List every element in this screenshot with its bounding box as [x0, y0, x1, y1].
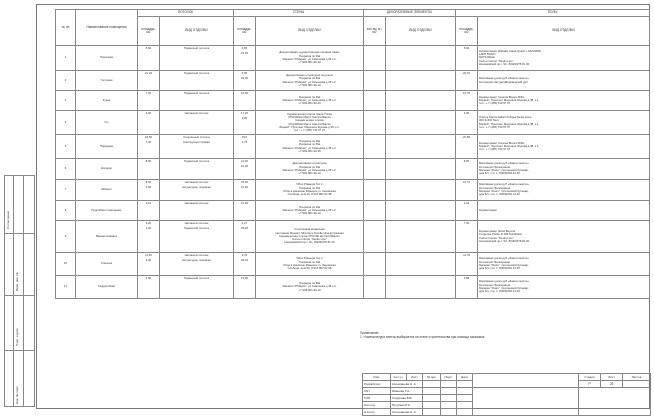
sheet-header: Лист	[601, 374, 623, 381]
ceiling-finish	[160, 276, 234, 299]
wall-area-line: 17,20	[241, 111, 249, 115]
ceiling-area-line: 2,00	[145, 258, 152, 263]
floor-finish-line: Коллекция Премиумная	[479, 259, 511, 264]
wall-finish-line: Обои в магазине Ривьера ул. Ленинская	[283, 189, 336, 193]
rev-header-count: Кол.уч.	[391, 374, 407, 381]
ceiling-finish	[160, 201, 234, 221]
table-row	[56, 180, 650, 201]
wall-finish-line: Покраска по Ral	[299, 259, 320, 264]
ceiling-finish-line: Подвесной потолок	[183, 71, 210, 75]
floor-finish-line: тел.: + 7 (495) 730 97 07	[479, 101, 511, 106]
sheets-header: Листов	[623, 374, 651, 381]
wall-finish-line: Покраска по Ral	[299, 281, 320, 286]
ceiling-area	[138, 276, 160, 299]
ceiling-area-line: 3,00	[145, 111, 152, 115]
floor-finish	[478, 111, 650, 135]
wall-finish-line: Керамическая плитка 376x300 мм Nord Bianco	[279, 233, 340, 238]
wall-finish-line: Керамическая плитка Santa Trinita	[287, 111, 332, 116]
floor-finish-line: 300-3x300 Nero	[479, 118, 500, 123]
ceiling-area	[138, 71, 160, 91]
table-row	[56, 221, 650, 253]
wall-finish-line: Покраска по Ral	[299, 204, 320, 209]
floor-finish	[478, 276, 650, 299]
wall-area	[234, 276, 256, 299]
wall-finish-line: Магазин "Р.Марка", ул.Семенова д.35 к.2,	[282, 57, 337, 61]
header-floor-finish: ВИД ОТДЕЛКИ	[478, 17, 650, 46]
floor-finish-line: Массивная доска дуб «Знатно масло»	[479, 76, 529, 81]
decor-finish	[386, 180, 456, 201]
floor-finish-line: Керамогранит Ikarid Beyond	[479, 228, 516, 233]
decor-area	[364, 91, 386, 111]
wall-area-line: 5,00	[241, 71, 248, 75]
wall-area-line: 10,00	[241, 201, 249, 205]
floor-area: 8,60	[456, 159, 478, 180]
wall-finish	[256, 253, 364, 276]
floor-area: 5,60	[456, 46, 478, 71]
row-number: 8	[56, 201, 76, 221]
ceiling-area	[138, 111, 160, 135]
ceiling-finish	[160, 71, 234, 91]
wall-area	[234, 180, 256, 201]
ceiling-area-line: 1,00	[145, 226, 152, 231]
decor-finish	[386, 221, 456, 253]
wall-finish-line: Покраска по Ral	[299, 185, 320, 190]
ceiling-area	[138, 201, 160, 221]
floor-finish	[478, 159, 650, 180]
header-ceiling-area: площадь, м2	[138, 17, 160, 46]
wall-finish-line: Магазин "Р.Марка", ул.Семенова д.35 к.2,	[282, 207, 337, 212]
wall-finish-line: +7-903-901-90-10	[298, 287, 321, 292]
rev-header-change: Изм.	[363, 374, 391, 381]
table-row	[56, 71, 650, 91]
wall-finish-line: Бэрвей", Проспект Маршала Жукова д.38, к.1,	[279, 124, 340, 129]
floor-area: 10,70	[456, 180, 478, 201]
floor-finish-line: Салон плитки "Studio Line"	[479, 235, 514, 240]
row-number: 9	[56, 221, 76, 253]
name-head: Петрова М.К.	[391, 402, 423, 409]
stage-value: Р	[579, 381, 601, 388]
wall-area-line: 9,70	[241, 253, 248, 257]
rev-header-doc: № док.	[423, 374, 441, 381]
wall-area	[234, 253, 256, 276]
wall-finish	[256, 71, 364, 91]
ceiling-finish-line: Конструкция прямая	[183, 140, 210, 145]
side-label-agreed: Согласовано	[6, 210, 10, 229]
decor-area	[364, 180, 386, 201]
floor-finish-line: дом 6/1, стр. 1, 8(926)092 44 40	[479, 289, 520, 294]
ceiling-area	[138, 91, 160, 111]
ceiling-finish-line: Натяжной потолок	[184, 253, 209, 257]
wall-finish-line: Стеклянный мозаичная	[294, 227, 325, 232]
floor-finish-line: Салон плитки "Studio Line"	[479, 58, 514, 63]
notes-item: 1. Номенклатура плиток выбирается на этапе строительства при помощи заказчика	[360, 335, 485, 339]
ceiling-area-line: 3,00	[145, 185, 152, 190]
floor-finish-line: дом 6/1, стр. 1, 8(926)092 44 40	[479, 192, 520, 197]
wall-finish-line: Магазин "Р.Марка", ул.Семенова д.35 к.2,	[282, 168, 337, 172]
wall-finish-line: Обои Ривьера Гол 1	[296, 182, 323, 187]
rev-header-date: Дата	[457, 374, 473, 381]
wall-area-line: 16,00	[241, 91, 249, 95]
table-row	[56, 111, 650, 135]
side-label-sign-date: Подп. и дата	[15, 328, 19, 346]
wall-area	[234, 46, 256, 71]
ceiling-finish	[160, 221, 234, 253]
ceiling-area-line: 8,60	[145, 159, 152, 163]
row-number: 11	[56, 276, 76, 299]
wall-area-line: 4,75	[241, 140, 248, 145]
floor-finish-line: Керамогранит Ribbello Canal Quartz / AZZURRO	[479, 48, 542, 53]
ceiling-area-line: 2,01	[145, 201, 152, 205]
floor-finish-line: Коллекция Премиумная	[479, 164, 511, 169]
wall-area	[234, 111, 256, 135]
wall-area	[234, 91, 256, 111]
floor-finish-line: Коллекция Премиумная	[479, 282, 511, 287]
floor-finish	[478, 91, 650, 111]
header-decor: ДЕКОРАТИВНЫЕ ЭЛЕМЕНТЫ	[364, 10, 456, 17]
header-room: Наименование помещения	[76, 10, 138, 46]
ceiling-finish	[160, 253, 234, 276]
floor-finish-line: Нахимовский пр-т, 9С, 8(926)978 81 00	[479, 238, 530, 243]
ceiling-finish-line: Штукатурка, покраска	[182, 258, 211, 263]
decor-area	[364, 253, 386, 276]
ceiling-finish	[160, 159, 234, 180]
header-decor-area: кол-во, м / м2	[364, 17, 386, 46]
ceiling-finish	[160, 111, 234, 135]
ceiling-finish-line: Стеклянный потолок	[183, 135, 210, 139]
wall-area-line: 22,00	[241, 76, 249, 81]
floor-finish	[478, 135, 650, 159]
role-head: Нач.отд.	[363, 402, 391, 409]
finishing-schedule-body	[56, 46, 650, 299]
floor-finish-line: Керамогранит Салона Bianco Brillo	[479, 94, 525, 99]
decor-area	[364, 46, 386, 71]
wall-finish-line: Декоративная штукатурка	[292, 161, 327, 166]
floor-finish	[478, 221, 650, 253]
ceiling-area-line: 11,50	[145, 253, 152, 257]
floor-finish-line: Магазин "Ренго", Сретенский бульвар,	[479, 168, 529, 172]
stage-header: Стадия	[579, 374, 601, 381]
wall-finish-line: 376x300мм Marmi Carrara Bianco	[288, 114, 331, 119]
floor-finish-line: Массивная доска дуб «Знатно масло»	[479, 182, 529, 187]
table-row	[56, 253, 650, 276]
ceiling-finish-line: Натяжной потолок	[184, 180, 209, 184]
ceiling-area-line: 8,60	[145, 180, 152, 184]
ceiling-finish-line: Натяжной потолок	[184, 201, 209, 205]
table-row	[56, 46, 650, 71]
wall-finish-line: Нахимовский пр-т, 9С, 8(926)978 81 00	[284, 240, 335, 245]
wall-finish-line: Декоративная художественная лепнина панно	[279, 50, 340, 55]
ceiling-finish-line: Подвесной потолок	[183, 159, 210, 163]
table-row	[56, 276, 650, 299]
floor-area: 20,80	[456, 135, 478, 159]
floor-finish-line: 600*1200мм	[479, 55, 495, 60]
wall-finish-line: Магазин "Р.Марка", ул.Семенова д.35 к.2,	[282, 97, 337, 102]
rev-header-sheet: Лист	[407, 374, 423, 381]
ceiling-finish	[160, 91, 234, 111]
wall-area-line: 15,00	[241, 276, 249, 280]
wall-finish-line: +7-903-901-90-10	[298, 211, 321, 216]
row-number: 4	[56, 111, 76, 135]
wall-finish-line: Декоративная штукатурка под шелк	[286, 72, 333, 77]
ceiling-finish-line: Подвесной потолок	[183, 46, 210, 50]
wall-area-line: 3,00	[241, 116, 248, 121]
floor-area: 20,70	[456, 71, 478, 91]
wall-area-line: 22,00	[241, 51, 249, 56]
wall-finish	[256, 46, 364, 71]
wall-finish-line: 376x300мм Marmi Carrara Bianco	[288, 121, 331, 126]
wall-finish-line: Слобода, дом 26, 8 916 862 52 98	[287, 192, 332, 197]
side-stamp	[4, 175, 34, 407]
ceiling-area	[138, 180, 160, 201]
floor-finish-line: Нахимовский пр-т, 9С, 8(926)978 81 00	[479, 61, 530, 66]
ceiling-finish	[160, 135, 234, 159]
wall-area-line: 10,00	[241, 164, 249, 169]
table-row	[56, 91, 650, 111]
decor-finish	[386, 276, 456, 299]
decor-area	[364, 111, 386, 135]
header-floor: ПОЛЫ	[456, 10, 650, 17]
floor-finish-line: Керамогранит Салона Bianco Brillo	[479, 140, 525, 145]
rev-header-sign: Подп.	[441, 374, 457, 381]
row-number: 6	[56, 159, 76, 180]
name-developer: Колыпанова Н. А.	[391, 381, 423, 388]
sheet-value: 25	[601, 381, 623, 388]
wall-area	[234, 71, 256, 91]
wall-finish-line: Магазин "Р.Марка", ул.Семенова д.35 к.2,	[282, 79, 337, 84]
header-num: № пп	[56, 10, 76, 46]
wall-area	[234, 221, 256, 253]
ceiling-area-line: 3,80	[145, 276, 152, 280]
floor-finish-line: Бэрвей", Проспект Маршала Жукова д.38, к.1,	[479, 143, 540, 148]
floor-finish	[478, 253, 650, 276]
notes-title: Примечание:	[360, 331, 380, 335]
wall-finish-line: Магазин "Р.Марка", ул.Семенова д.35 к.2,	[282, 284, 337, 289]
floor-area: 3,00	[456, 111, 478, 135]
floor-area: 7,30	[456, 221, 478, 253]
floor-finish-line: Керамогранит	[479, 207, 498, 212]
decor-finish	[386, 159, 456, 180]
header-ceiling-finish: ВИД ОТДЕЛКИ	[160, 17, 234, 46]
decor-finish	[386, 201, 456, 221]
ceiling-finish-line: Подвесной потолок	[183, 91, 210, 95]
wall-area-line: 10,00	[241, 185, 249, 190]
ceiling-finish-line: Натяжной потолок	[184, 111, 209, 115]
floor-finish-line: тел.: + 7 (495) 730 97 07	[479, 124, 511, 129]
wall-area-line: 3,65	[241, 46, 248, 50]
wall-area	[234, 201, 256, 221]
table-row	[56, 159, 650, 180]
wall-finish-line: Покраска по Ral	[299, 53, 320, 58]
row-number: 2	[56, 71, 76, 91]
header-walls: СТЕНЫ	[234, 10, 364, 17]
decor-finish	[386, 71, 456, 91]
floor-finish-line: Коллекция Премиумная	[479, 185, 511, 190]
decor-finish	[386, 253, 456, 276]
room-name: Ванная комната	[76, 221, 138, 253]
decor-area	[364, 221, 386, 253]
role-gip: ГИП	[363, 395, 391, 402]
wall-finish	[256, 201, 364, 221]
role-gap: ГАП	[363, 388, 391, 395]
floor-finish-line: LAPP 59x60 /	[479, 52, 497, 57]
wall-finish-line: Магазин "Р.Марка", ул.Семенова д.35 к.2,	[282, 145, 337, 150]
room-name: Подсобное помещение	[76, 201, 138, 221]
floor-finish-line: дом 6/1, стр. 1, 8(926)092 44 40	[479, 266, 520, 271]
decor-area	[364, 201, 386, 221]
decor-finish	[386, 46, 456, 71]
row-number: 10	[56, 253, 76, 276]
header-wall-finish: ВИД ОТДЕЛКИ	[256, 17, 364, 46]
floor-finish-line: Массивная доска дуб «Знатно масло»	[479, 256, 529, 261]
ceiling-area-line: 5,60	[145, 46, 152, 50]
floor-area: 11,70	[456, 253, 478, 276]
header-wall-area: площадь, м2	[234, 17, 256, 46]
ceiling-finish-line: Подвесной потолок	[183, 276, 210, 280]
floor-finish-line: Магазин "Ренго", Сретенский бульвар,	[479, 263, 529, 267]
room-name: Спальня	[76, 253, 138, 276]
row-number: 3	[56, 91, 76, 111]
header-floor-area: площадь, м2	[456, 17, 478, 46]
wall-finish	[256, 111, 364, 135]
ceiling-finish-line: Подвесной потолок	[183, 226, 210, 231]
wall-finish-line: Слобода, дом 26, 8 916 862 52 98	[287, 266, 332, 271]
name-norm-control: Колыпанова Н. А.	[391, 409, 423, 416]
ceiling-area	[138, 46, 160, 71]
room-name: Кухня	[76, 91, 138, 111]
room-name: Парадная	[76, 135, 138, 159]
wall-finish	[256, 135, 364, 159]
title-block	[362, 373, 651, 416]
floor-finish-line: Плитка Marmi Italiani Antiqua Santa stone	[479, 114, 532, 119]
ceiling-area	[138, 221, 160, 253]
decor-area	[364, 159, 386, 180]
name-gap: Иванова Т.А.	[391, 388, 423, 395]
wall-area-line: 76,0	[241, 135, 248, 139]
notes	[360, 331, 484, 339]
wall-finish-line: Покраска по Ral	[299, 138, 320, 143]
floor-finish-line: Магазин "Ренго", Сретенский бульвар,	[479, 189, 529, 193]
decor-area	[364, 71, 386, 91]
wall-finish-line: +7-903-901-90-10	[298, 148, 321, 153]
row-number: 7	[56, 180, 76, 201]
table-row	[56, 201, 650, 221]
wall-finish-line: +7-903-901-90-10	[298, 60, 321, 65]
ceiling-area-line: 7,00	[145, 140, 152, 145]
room-name: Кабинет	[76, 180, 138, 201]
side-label-inv-orig: Инв. № подл.	[15, 385, 19, 404]
decor-finish	[386, 111, 456, 135]
wall-finish-line: растяжная Mosaico Silvertone Dwelle Hisa витражная	[275, 230, 344, 235]
floor-area: 2,01	[456, 201, 478, 221]
name-gip: Сидорова В.В.	[391, 395, 423, 402]
floor-finish-line: тел.: + 7 (495) 730 97 07	[479, 147, 511, 152]
table-row	[56, 135, 650, 159]
wall-finish-line: Обои Ривьера Гол 2	[296, 256, 323, 261]
decor-area	[364, 135, 386, 159]
wall-finish-line: Покраска по Ral	[299, 76, 320, 81]
wall-finish	[256, 221, 364, 253]
floor-finish	[478, 71, 650, 91]
ceiling-finish	[160, 180, 234, 201]
ceiling-area-line: 7,00	[145, 91, 152, 95]
role-norm-control: Н.контр.	[363, 409, 391, 416]
floor-finish	[478, 201, 650, 221]
wall-area-line: 11,00	[241, 159, 248, 163]
wall-finish-line: +7-903-901-90-10	[298, 82, 321, 87]
wall-area-line: 29,40	[241, 258, 249, 263]
floor-area: 10,70	[456, 91, 478, 111]
header-decor-finish: ВИД ОТДЕЛКИ	[386, 17, 456, 46]
floor-finish-line: Бэрвей", Проспект Маршала Жукова д.38, к.1,	[479, 121, 540, 126]
room-name: С/у	[76, 111, 138, 135]
floor-finish	[478, 180, 650, 201]
floor-finish-line: Бэрвей", Проспект Маршала Жукова д.38, к.1,	[479, 97, 540, 102]
wall-finish-line: Покраска по Ral	[299, 94, 320, 99]
room-name: Гардеробная	[76, 276, 138, 299]
wall-area	[234, 159, 256, 180]
room-name: Гостиная	[76, 71, 138, 91]
floor-finish-line: Turquoise Polido R 305,5x1163мм	[479, 232, 522, 237]
row-number: 5	[56, 135, 76, 159]
wall-finish-line: тел.: + 7 (495) 730 97 07	[293, 128, 326, 133]
ceiling-finish-line: Штукатурка, покраска	[182, 185, 211, 190]
wall-area-line: 35,20	[241, 226, 249, 231]
floor-finish-line: Массивная доска дуб «Знатно масло»	[479, 161, 529, 166]
room-name: Прихожая	[76, 46, 138, 71]
wall-finish	[256, 180, 364, 201]
finishing-schedule-table	[55, 9, 650, 299]
floor-finish	[478, 46, 650, 71]
wall-finish-line: Керамическая плитка	[295, 118, 324, 123]
floor-area: 3,80	[456, 276, 478, 299]
wall-area-line: 4,27	[241, 221, 248, 225]
ceiling-area-line: 6,20	[145, 221, 152, 225]
floor-finish-line: дом 6/1, стр. 1, 8(926)092 44 40	[479, 171, 520, 176]
wall-finish-line: Покраска по Ral	[299, 142, 320, 147]
wall-finish-line: Салон плитки "Studio Line"	[292, 237, 327, 242]
wall-finish-line: +7-903-901-90-10	[298, 101, 321, 106]
ceiling-finish-line: Натяжной потолок	[184, 221, 209, 225]
ceiling-area-line: 18,50	[145, 135, 152, 139]
room-name: Коридор	[76, 159, 138, 180]
ceiling-area	[138, 135, 160, 159]
ceiling-area	[138, 159, 160, 180]
wall-finish	[256, 91, 364, 111]
wall-area-line: 35,00	[241, 180, 249, 184]
floor-finish-line: Массивная доска дуб «Знатно масло»	[479, 279, 529, 284]
wall-finish-line: Обои в магазине Ривьера ул. Ленинская	[283, 263, 336, 267]
ceiling-area	[138, 253, 160, 276]
header-ceiling: ПОТОЛОК	[138, 10, 234, 17]
role-developer: Разработал	[363, 381, 391, 388]
decor-area	[364, 276, 386, 299]
ceiling-area-line: 21,20	[145, 71, 152, 75]
floor-finish-line: Коллекция Натурал/Деревенский дуб	[479, 79, 528, 84]
wall-area	[234, 135, 256, 159]
decor-finish	[386, 91, 456, 111]
wall-finish	[256, 276, 364, 299]
wall-finish	[256, 159, 364, 180]
wall-finish-line: Покраска по Ral	[299, 164, 320, 169]
side-label-replace-inv: Взам. инв. №	[15, 272, 19, 291]
decor-finish	[386, 135, 456, 159]
floor-finish-line: Магазин "Ренго", Сретенский бульвар,	[479, 286, 529, 290]
row-number: 1	[56, 46, 76, 71]
ceiling-finish	[160, 46, 234, 71]
wall-finish-line: +7-903-901-90-10	[298, 171, 321, 176]
